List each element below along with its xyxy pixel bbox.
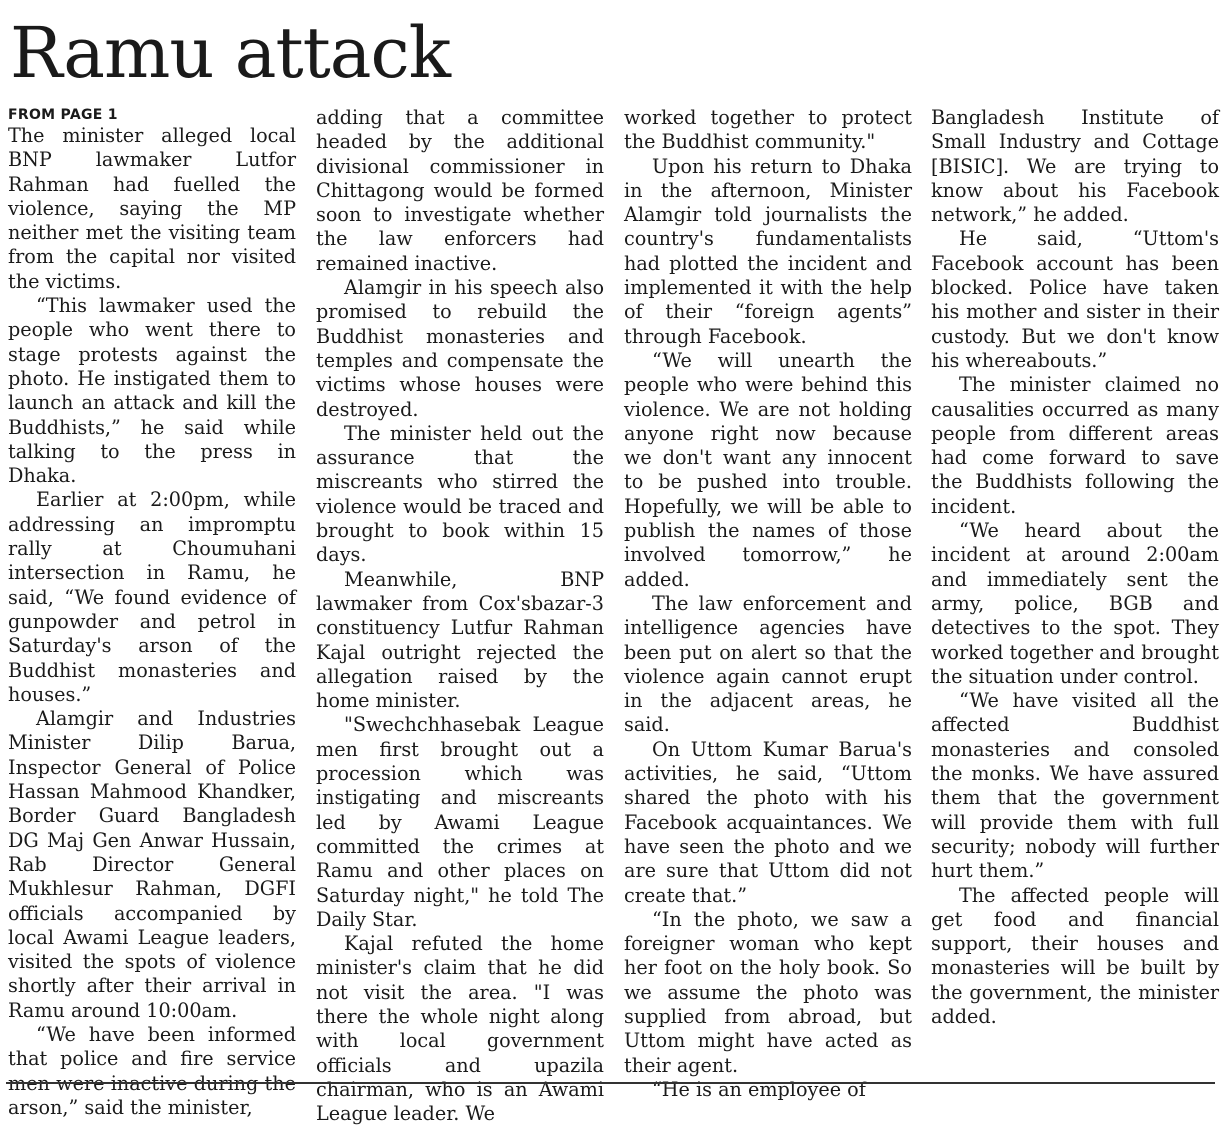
paragraph: Earlier at 2:00pm, while addressing an impromptu rally at Choumuhani intersection in Ramu, he said, “We found evidence of gunpowder and petrol in Saturday's arson of the Buddhist monasteries and houses.” — [8, 488, 296, 706]
paragraph: “We heard about the incident at around 2:00am and immediately sent the army, police, BGB and detectives to the spot. They worked together and brought the situation under control. — [931, 519, 1219, 688]
article-column-2 — [316, 106, 604, 1126]
paragraph: Alamgir and Industries Minister Dilip Barua, Inspector General of Police Hassan Mahmood Khandker, Border Guard Bangladesh DG Maj Gen Anwar Hussain, Rab Director General Mukhlesur Rahman, DGFI officials accompanied by local Awami League leaders, visited the spots of violence shortly after their arrival in Ramu around 10:00am. — [8, 707, 296, 1022]
paragraph: The law enforcement and intelligence agencies have been put on alert so that the violence again cannot erupt in the adjacent areas, he said. — [624, 591, 912, 737]
paragraph: Alamgir in his speech also promised to rebuild the Buddhist monasteries and temples and compensate the victims whose houses were destroyed. — [316, 276, 604, 421]
paragraph: “We have been informed that police and fire service men were inactive during the arson,” said the minister, — [8, 1022, 296, 1119]
article-column-4 — [931, 106, 1219, 1029]
paragraph: “We will unearth the people who were behind this violence. We are not holding anyone right now because we don't want any innocent to be pushed into trouble. Hopefully, we will be able to publish the names of those involved tomorrow,” he added. — [624, 348, 912, 591]
continuation-kicker: FROM PAGE 1 — [8, 107, 118, 123]
paragraph: The minister claimed no causalities occurred as many people from different areas had come forward to save the Buddhists following the incident. — [931, 373, 1219, 518]
paragraph: "Swechchhasebak League men first brought out a procession which was instigating and miscreants led by Awami League committed the crimes at Ramu and other places on Saturday night," he told The Daily Star. — [316, 713, 604, 931]
paragraph: “In the photo, we saw a foreigner woman who kept her foot on the holy book. So we assume the photo was supplied from abroad, but Uttom might have acted as their agent. — [624, 907, 912, 1077]
paragraph: “This lawmaker used the people who went there to stage protests against the photo. He instigated them to launch an attack and kill the Buddhists,” he said while talking to the press in Dhaka. — [8, 294, 296, 488]
paragraph: “We have visited all the affected Buddhist monasteries and consoled the monks. We have assured them that the government will provide them with full security; nobody will further hurt them.” — [931, 689, 1219, 883]
headline: Ramu attack — [10, 12, 451, 94]
bottom-rule — [6, 1082, 1215, 1084]
article-column-3 — [624, 106, 912, 1102]
article-column-1 — [8, 106, 296, 1120]
paragraph: worked together to protect the Buddhist community." — [624, 106, 912, 154]
paragraph: The minister alleged local BNP lawmaker Lutfor Rahman had fuelled the violence, saying the MP neither met the visiting team from the capital nor visited the victims. — [8, 124, 296, 293]
paragraph: Meanwhile, BNP lawmaker from Cox'sbazar-3 constituency Lutfur Rahman Kajal outright rejected the allegation raised by the home minister. — [316, 567, 604, 713]
paragraph: He said, “Uttom's Facebook account has been blocked. Police have taken his mother and sister in their custody. But we don't know his whereabouts.” — [931, 227, 1219, 372]
paragraph: Kajal refuted the home minister's claim that he did not visit the area. "I was there the whole night along with local government officials and upazila chairman, who is an Awami League leader. We — [316, 932, 604, 1126]
paragraph: Bangladesh Institute of Small Industry and Cottage [BISIC]. We are trying to know about his Facebook network,” he added. — [931, 106, 1219, 227]
paragraph: The affected people will get food and financial support, their houses and monasteries will be built by the government, the minister added. — [931, 883, 1219, 1028]
paragraph: On Uttom Kumar Barua's activities, he said, “Uttom shared the photo with his Facebook acquaintances. We have seen the photo and we are sure that Uttom did not create that.” — [624, 737, 912, 907]
paragraph: “He is an employee of — [652, 1077, 866, 1101]
paragraph: The minister held out the assurance that the miscreants who stirred the violence would be traced and brought to book within 15 days. — [316, 421, 604, 567]
paragraph: adding that a committee headed by the additional divisional commissioner in Chittagong would be formed soon to investigate whether the law enforcers had remained inactive. — [316, 106, 604, 275]
paragraph: Upon his return to Dhaka in the afternoon, Minister Alamgir told journalists the country's fundamentalists had plotted the incident and implemented it with the help of their “foreign agents” through Facebook. — [624, 154, 912, 348]
